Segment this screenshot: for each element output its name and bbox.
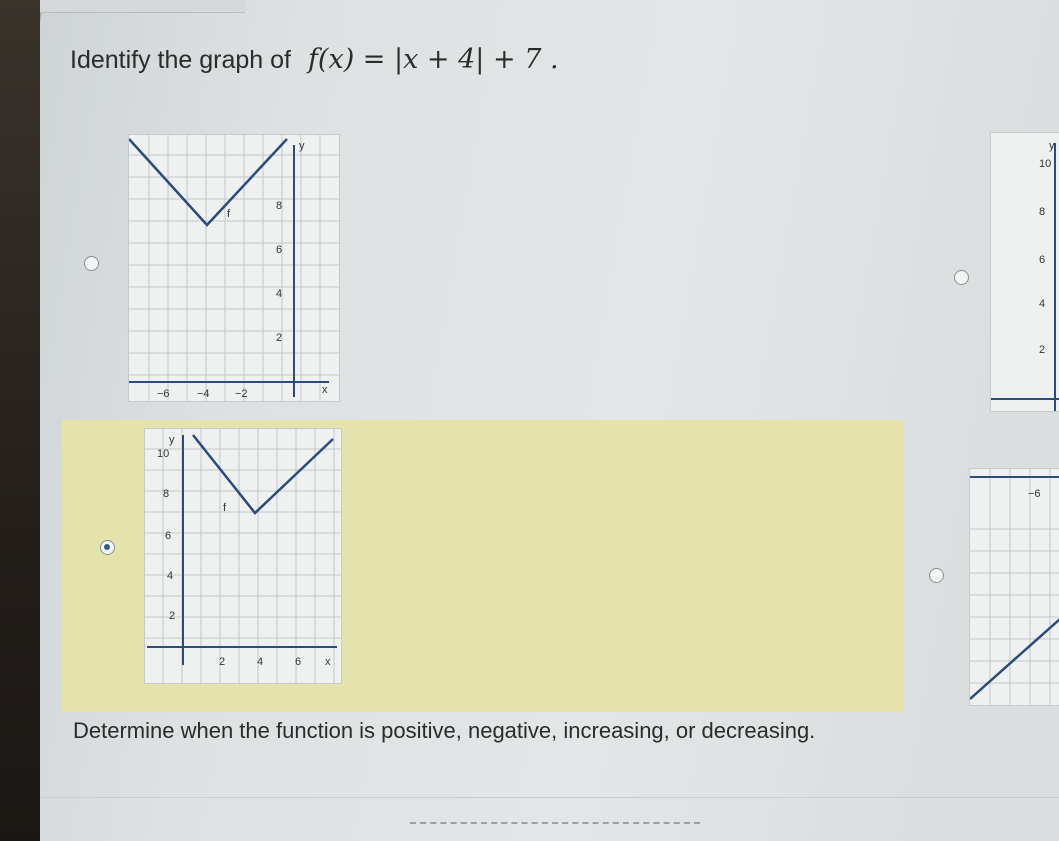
option-c-radio[interactable] (100, 540, 115, 555)
x-tick-label: 6 (295, 656, 302, 668)
x-tick-label: −6 (1028, 488, 1041, 500)
y-tick-label: 2 (1039, 344, 1046, 356)
option-b-graph-svg (991, 133, 1059, 411)
question-prefix: Identify the graph of (70, 46, 291, 74)
function-curve (970, 619, 1059, 699)
y-tick-label: 8 (163, 488, 170, 500)
option-b-graph (990, 132, 1059, 412)
option-c[interactable] (62, 420, 904, 712)
curve-label: f (223, 502, 227, 514)
y-tick-label: 6 (165, 530, 172, 542)
y-tick-label: 4 (1039, 298, 1046, 310)
option-b-radio[interactable] (954, 270, 969, 285)
option-a-radio[interactable] (84, 256, 99, 271)
y-tick-label: 2 (169, 610, 176, 622)
top-toolbar-edge (40, 0, 245, 13)
option-d[interactable] (925, 460, 1059, 710)
y-tick-label: 10 (157, 448, 170, 460)
x-tick-label: −2 (235, 388, 248, 400)
x-tick-label: 2 (219, 656, 226, 668)
screen-bezel (0, 0, 40, 841)
y-tick-label: 4 (276, 288, 283, 300)
answer-blank[interactable] (410, 822, 700, 824)
option-d-graph (969, 468, 1059, 706)
option-a-graph (128, 134, 340, 402)
y-tick-label: 6 (276, 244, 283, 256)
option-c-graph-svg (145, 429, 341, 683)
function-curve (193, 435, 333, 513)
instruction-text: Determine when the function is positive, negative, increasing, or decreasing. (73, 718, 816, 743)
x-tick-label: 4 (257, 656, 264, 668)
divider (40, 797, 1059, 798)
x-axis-label: x (322, 384, 328, 396)
y-tick-label: 4 (167, 570, 174, 582)
x-axis-label: x (325, 656, 331, 668)
curve-label: f (227, 208, 231, 220)
x-tick-label: −6 (157, 388, 170, 400)
y-tick-label: 8 (276, 200, 283, 212)
x-tick-label: −4 (197, 388, 210, 400)
function-expression: f(x) = |x + 4| + 7 . (307, 44, 559, 75)
y-tick-label: 10 (1039, 158, 1052, 170)
option-a-graph-svg (129, 135, 339, 401)
y-tick-label: 6 (1039, 254, 1046, 266)
option-c-graph (144, 428, 342, 684)
option-d-radio[interactable] (929, 568, 944, 583)
question-text (70, 44, 559, 75)
y-tick-label: 8 (1039, 206, 1046, 218)
y-axis-label: y (169, 434, 175, 446)
y-tick-label: 2 (276, 332, 283, 344)
y-axis-label: y (1049, 140, 1055, 152)
option-b[interactable] (950, 130, 1059, 412)
y-axis-label: y (299, 140, 305, 152)
option-a[interactable] (70, 130, 340, 410)
option-d-graph-svg (970, 469, 1059, 705)
